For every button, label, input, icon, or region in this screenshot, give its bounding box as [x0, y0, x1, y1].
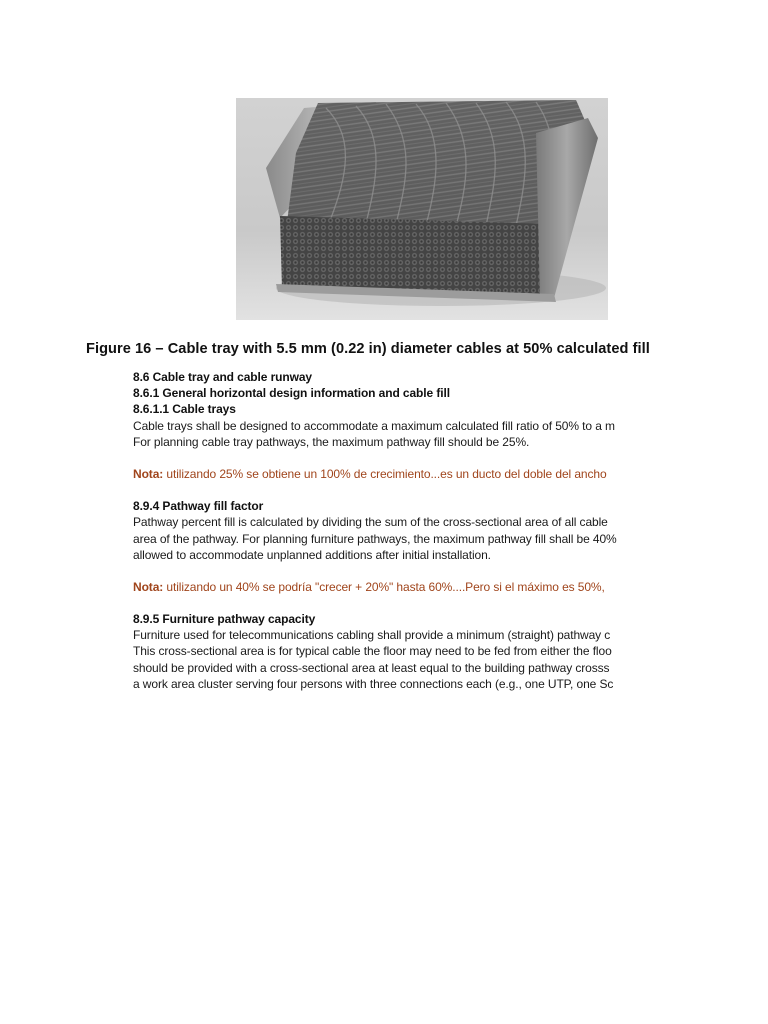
section-heading-8-6-1-1: 8.6.1.1 Cable trays [133, 402, 236, 417]
section-heading-8-9-5: 8.9.5 Furniture pathway capacity [133, 612, 316, 627]
figure-caption: Figure 16 – Cable tray with 5.5 mm (0.22 in) diameter cables at 50% calculated fill [86, 341, 650, 357]
paragraph-line: should be provided with a cross-sectional area at least equal to the building pathway crosss [133, 660, 610, 675]
nota-note-2 [133, 579, 641, 595]
nota-note-1 [133, 466, 641, 482]
paragraph-line: For planning cable tray pathways, the maximum pathway fill should be 25%. [133, 434, 530, 449]
section-heading-8-6-1: 8.6.1 General horizontal design information and cable fill [133, 386, 450, 401]
section-heading-8-6: 8.6 Cable tray and cable runway [133, 370, 312, 384]
spacer [133, 450, 641, 466]
document-body [133, 369, 641, 692]
nota-text: utilizando 25% se obtiene un 100% de crecimiento...es un ducto del doble del ancho [163, 466, 607, 481]
paragraph-line: a work area cluster serving four persons with three connections each (e.g., one UTP, one Sc [133, 676, 614, 691]
nota-text: utilizando un 40% se podría "crecer + 20%" hasta 60%....Pero si el máximo es 50%, [163, 579, 605, 594]
paragraph-line: area of the pathway. For planning furniture pathways, the maximum pathway fill shall be 40% [133, 531, 617, 546]
paragraph-line: Furniture used for telecommunications cabling shall provide a minimum (straight) pathway c [133, 628, 611, 643]
spacer [133, 563, 641, 579]
spacer [133, 595, 641, 611]
spacer [133, 482, 641, 498]
nota-label: Nota: [133, 466, 164, 481]
section-heading-8-9-4: 8.9.4 Pathway fill factor [133, 499, 264, 514]
paragraph-line: Cable trays shall be designed to accommodate a maximum calculated fill ratio of 50% to a m [133, 418, 615, 433]
paragraph-line: allowed to accommodate unplanned additions after initial installation. [133, 547, 491, 562]
paragraph-line: Pathway percent fill is calculated by dividing the sum of the cross-sectional area of all cable [133, 515, 608, 530]
paragraph-line: This cross-sectional area is for typical cable the floor may need to be fed from either the floo [133, 644, 612, 659]
cable-tray-photo [236, 98, 608, 320]
cable-tray-illustration [236, 98, 608, 320]
nota-label: Nota: [133, 579, 164, 594]
